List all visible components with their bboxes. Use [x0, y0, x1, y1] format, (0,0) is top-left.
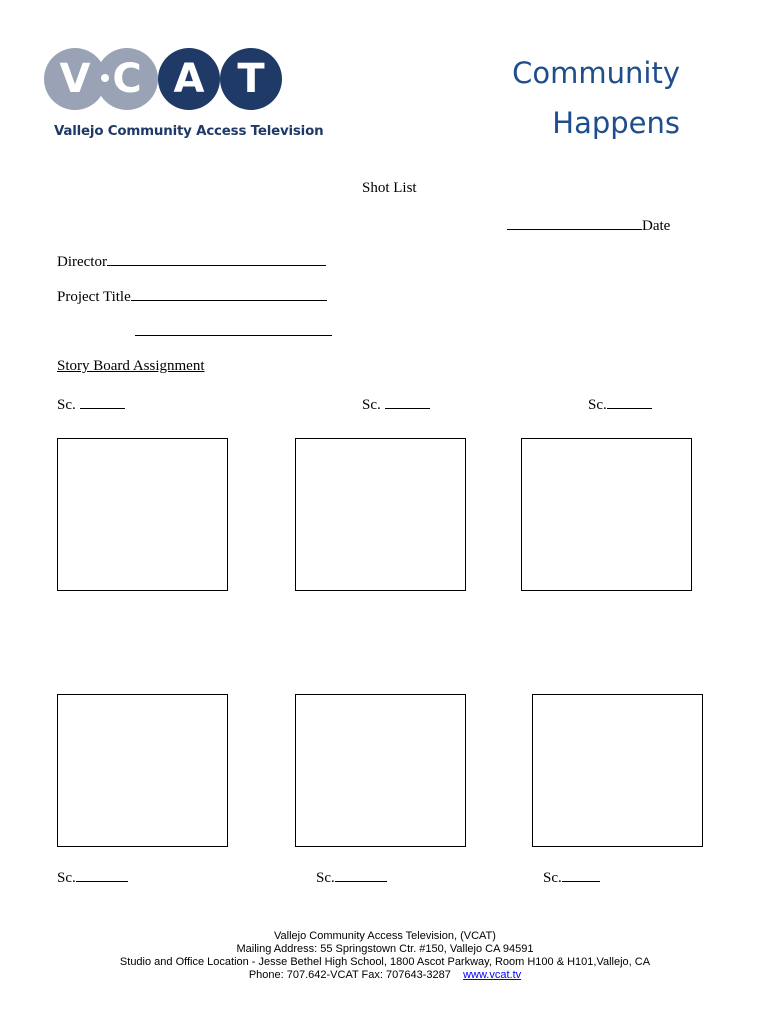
- footer-website-link[interactable]: www.vcat.tv: [463, 969, 522, 981]
- logo-dot: [101, 74, 109, 82]
- scene-label-6: Sc.: [543, 867, 600, 887]
- director-field-row: [57, 251, 326, 271]
- scene-label-5: Sc.: [316, 867, 387, 887]
- form-title: Shot List: [362, 180, 417, 196]
- storyboard-frame-6[interactable]: [532, 694, 703, 847]
- storyboard-frame-5[interactable]: [295, 694, 466, 847]
- slogan-line-2: Happens: [552, 106, 680, 140]
- scene-label-4: Sc.: [57, 867, 128, 887]
- logo-letter-t: T: [220, 48, 282, 110]
- project-title-field[interactable]: [131, 286, 327, 301]
- vcat-logo: [44, 48, 324, 148]
- footer-org-name: Vallejo Community Access Television, (VCAT): [274, 930, 496, 942]
- storyboard-frame-4[interactable]: [57, 694, 228, 847]
- project-title-field-row: [57, 286, 327, 306]
- scene-label-1: Sc.: [57, 394, 125, 414]
- scene-field-5[interactable]: [335, 867, 387, 882]
- scene-field-1[interactable]: [80, 394, 125, 409]
- slogan-line-1: Community: [512, 56, 680, 90]
- storyboard-frame-1[interactable]: [57, 438, 228, 591]
- storyboard-frame-2[interactable]: [295, 438, 466, 591]
- scene-field-4[interactable]: [76, 867, 128, 882]
- logo-letter-c: C: [96, 48, 158, 110]
- project-title-field-line-2[interactable]: [135, 321, 332, 336]
- date-field-row: [507, 215, 670, 235]
- logo-tagline: Vallejo Community Access Television: [54, 124, 324, 139]
- date-field[interactable]: [507, 215, 642, 230]
- footer: [0, 930, 770, 982]
- scene-field-3[interactable]: [607, 394, 652, 409]
- scene-field-6[interactable]: [562, 867, 600, 882]
- logo-letter-v: V: [44, 48, 106, 110]
- date-label: Date: [642, 218, 671, 234]
- footer-contact: [0, 969, 770, 982]
- storyboard-frame-3[interactable]: [521, 438, 692, 591]
- footer-mailing-address: Mailing Address: 55 Springstown Ctr. #150, Vallejo CA 94591: [236, 943, 534, 955]
- footer-phone-fax: Phone: 707.642-VCAT Fax: 707643-3287: [248, 969, 451, 981]
- scene-label-2: Sc.: [362, 394, 430, 414]
- storyboard-heading: Story Board Assignment: [57, 358, 205, 374]
- logo-letter-a: A: [158, 48, 220, 110]
- project-title-label: Project Title: [57, 289, 131, 305]
- director-label: Director: [57, 254, 107, 270]
- footer-studio-location: Studio and Office Location - Jesse Bethel High School, 1800 Ascot Parkway, Room H100 & H101,Vallejo, CA: [119, 956, 651, 968]
- scene-label-3: Sc.: [588, 394, 652, 414]
- director-field[interactable]: [107, 251, 326, 266]
- scene-field-2[interactable]: [385, 394, 430, 409]
